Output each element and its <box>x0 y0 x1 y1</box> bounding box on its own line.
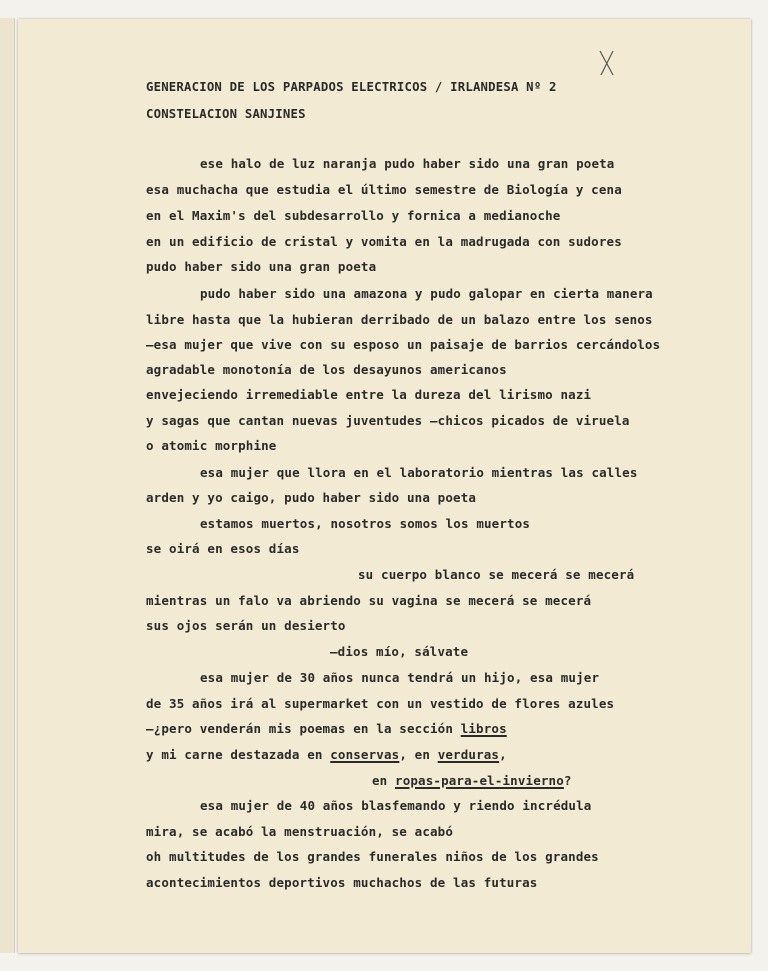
poem-line: esa muchacha que estudia el último semestre de Biología y cena <box>146 182 622 197</box>
poem-line <box>372 773 572 789</box>
poem-line: mira, se acabó la menstruación, se acabó <box>146 824 454 839</box>
poem-line: de 35 años irá al supermarket con un vestido de flores azules <box>146 696 615 711</box>
poem-line: oh multitudes de los grandes funerales niños de los grandes <box>146 849 599 864</box>
poem-line: libre hasta que la hubieran derribado de un balazo entre los senos <box>146 312 653 327</box>
poem-line: —esa mujer que vive con su esposo un paisaje de barrios cercándolos <box>146 337 661 352</box>
poem-line: mientras un falo va abriendo su vagina se mecerá se mecerá <box>146 593 592 608</box>
poem-line: envejeciendo irremediable entre la dureza del lirismo nazi <box>146 387 592 402</box>
title-line-1: GENERACION DE LOS PARPADOS ELECTRICOS / IRLANDESA Nº 2 <box>146 80 557 94</box>
poem-line: su cuerpo blanco se mecerá se mecerá <box>358 567 635 582</box>
poem-line: esa mujer de 40 años blasfemando y riendo incrédula <box>200 798 592 813</box>
poem-line: acontecimientos deportivos muchachos de las futuras <box>146 875 538 890</box>
typewritten-page <box>18 19 751 953</box>
underlined-word: libros <box>460 721 507 736</box>
poem-line: esa mujer que llora en el laboratorio mientras las calles <box>200 465 638 480</box>
poem-line <box>146 747 507 763</box>
poem-line-segment: ? <box>563 773 572 788</box>
poem-line <box>146 721 507 737</box>
underlined-phrase: ropas-para-el-invierno <box>395 773 564 788</box>
poem-line: pudo haber sido una gran poeta <box>146 259 377 274</box>
poem-line: pudo haber sido una amazona y pudo galopar en cierta manera <box>200 286 653 301</box>
poem-line-segment: , <box>499 747 507 762</box>
poem-line-segment: en <box>372 773 396 788</box>
poem-line: sus ojos serán un desierto <box>146 618 346 633</box>
poem-line: ese halo de luz naranja pudo haber sido una gran poeta <box>200 156 615 171</box>
underlined-word: verduras <box>437 747 500 762</box>
underlined-word: conservas <box>330 747 400 762</box>
poem-line: agradable monotonía de los desayunos americanos <box>146 362 507 377</box>
poem-line: en el Maxim's del subdesarrollo y fornica a medianoche <box>146 208 561 223</box>
poem-line-segment: , en <box>399 747 438 762</box>
poem-line: o atomic morphine <box>146 438 277 453</box>
poem-line: en un edificio de cristal y vomita en la madrugada con sudores <box>146 234 622 249</box>
poem-line: —dios mío, sálvate <box>330 644 469 659</box>
poem-line: arden y yo caigo, pudo haber sido una poeta <box>146 490 477 505</box>
poem-line-segment: y mi carne destazada en <box>146 747 331 762</box>
poem-line-segment: —¿pero venderán mis poemas en la sección <box>146 721 461 736</box>
poem-line: se oirá en esos días <box>146 541 300 556</box>
title-line-2: CONSTELACION SANJINES <box>146 107 306 121</box>
poem-line: estamos muertos, nosotros somos los muertos <box>200 516 531 531</box>
poem-line: y sagas que cantan nuevas juventudes —chicos picados de viruela <box>146 413 630 428</box>
adjacent-page-edge <box>0 18 15 953</box>
typed-text <box>18 19 751 953</box>
poem-line: esa mujer de 30 años nunca tendrá un hijo, esa mujer <box>200 670 600 685</box>
